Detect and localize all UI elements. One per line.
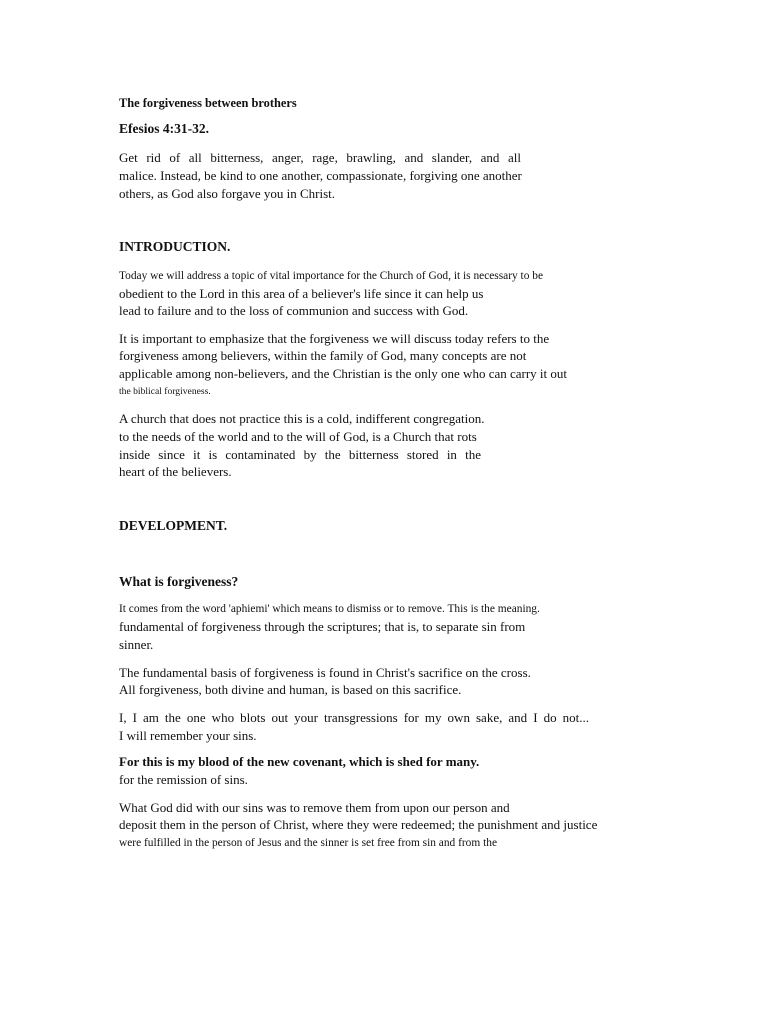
- introduction-heading: INTRODUCTION.: [119, 239, 231, 254]
- intro-paragraph-line: forgiveness among believers, within the family of God, many concepts are not: [119, 348, 527, 363]
- intro-paragraph-line: lead to failure and to the loss of communion and success with God.: [119, 303, 469, 318]
- development-paragraph-line: All forgiveness, both divine and human, is based on this sacrifice.: [119, 682, 462, 697]
- development-paragraph-line: For this is my blood of the new covenant, which is shed for many.: [119, 754, 480, 769]
- development-heading: DEVELOPMENT.: [119, 518, 228, 533]
- development-paragraph-line: It comes from the word 'aphiemi' which means to dismiss or to remove. This is the meaning.: [119, 603, 540, 615]
- intro-paragraph-line: heart of the believers.: [119, 464, 232, 479]
- development-subheading: What is forgiveness?: [119, 574, 239, 589]
- intro-paragraph-line: Today we will address a topic of vital importance for the Church of God, it is necessary to be: [119, 270, 544, 282]
- development-paragraph-line: for the remission of sins.: [119, 772, 248, 787]
- development-paragraph-line: What God did with our sins was to remove them from upon our person and: [119, 800, 510, 815]
- development-paragraph-line: were fulfilled in the person of Jesus and the sinner is set free from sin and from the: [119, 837, 497, 849]
- verse-line: others, as God also forgave you in Christ.: [119, 186, 336, 201]
- intro-paragraph-line: inside since it is contaminated by the bitterness stored in the: [119, 447, 481, 462]
- intro-paragraph-line: obedient to the Lord in this area of a believer's life since it can help us: [119, 286, 484, 301]
- verse-line: malice. Instead, be kind to one another, compassionate, forgiving one another: [119, 168, 522, 183]
- development-paragraph-line: I will remember your sins.: [119, 728, 257, 743]
- verse-line: Get rid of all bitterness, anger, rage, brawling, and slander, and all: [119, 150, 521, 165]
- document-title: The forgiveness between brothers: [119, 96, 297, 110]
- intro-paragraph-line: It is important to emphasize that the forgiveness we will discuss today refers to the: [119, 331, 550, 346]
- development-paragraph-line: fundamental of forgiveness through the scriptures; that is, to separate sin from: [119, 619, 526, 634]
- scripture-reference: Efesios 4:31-32.: [119, 121, 209, 136]
- development-paragraph-line: I, I am the one who blots out your transgressions for my own sake, and I do not...: [119, 710, 589, 725]
- intro-paragraph-line: applicable among non-believers, and the Christian is the only one who can carry it out: [119, 366, 568, 381]
- intro-paragraph-line: A church that does not practice this is a cold, indifferent congregation.: [119, 411, 485, 426]
- development-paragraph-line: deposit them in the person of Christ, where they were redeemed; the punishment and justice: [119, 817, 598, 832]
- intro-paragraph-line: to the needs of the world and to the will of God, is a Church that rots: [119, 429, 477, 444]
- intro-paragraph-line: the biblical forgiveness.: [119, 386, 211, 397]
- development-paragraph-line: sinner.: [119, 637, 154, 652]
- development-paragraph-line: The fundamental basis of forgiveness is found in Christ's sacrifice on the cross.: [119, 665, 531, 680]
